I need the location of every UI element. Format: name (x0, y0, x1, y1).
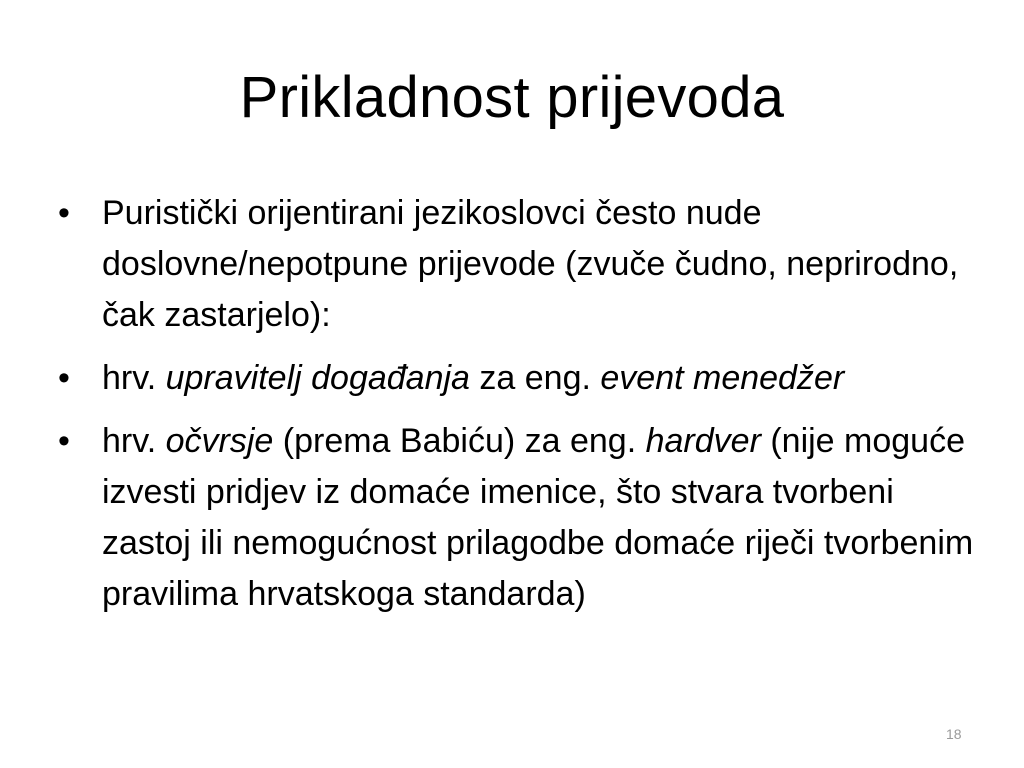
bullet-item-event-manager (54, 353, 974, 404)
bullet-text-plain: (prema Babiću) za eng. (273, 422, 646, 460)
bullet-marker: • (58, 422, 70, 460)
bullet-text-plain: (nije moguće izvesti pridjev iz domaće imenice, što stvara tvorbeni zastoj ili nemogućnost prilagodbe domaće riječi tvorbenim pravilima hrvatskoga standarda) (102, 422, 974, 613)
bullet-item-hardware (54, 416, 974, 620)
page-number: 18 (946, 726, 962, 742)
bullet-marker: • (58, 194, 70, 232)
bullet-text-plain: za eng. (469, 359, 601, 397)
bullet-text-plain: hrv. (102, 359, 166, 397)
bullet-item-purists (54, 188, 974, 341)
bullet-marker: • (58, 359, 70, 397)
bullet-term-croatian: očvrsje (165, 422, 274, 460)
bullet-term-croatian: upravitelj događanja (165, 359, 470, 397)
bullet-term-english: event menedžer (600, 359, 845, 397)
bullet-list (54, 188, 974, 632)
bullet-text-plain: hrv. (102, 422, 166, 460)
slide-title: Prikladnost prijevoda (239, 65, 785, 130)
bullet-term-english: hardver (645, 422, 761, 460)
bullet-text: Puristički orijentirani jezikoslovci često nude doslovne/nepotpune prijevode (zvuče čudno, neprirodno, čak zastarjelo): (102, 194, 959, 334)
